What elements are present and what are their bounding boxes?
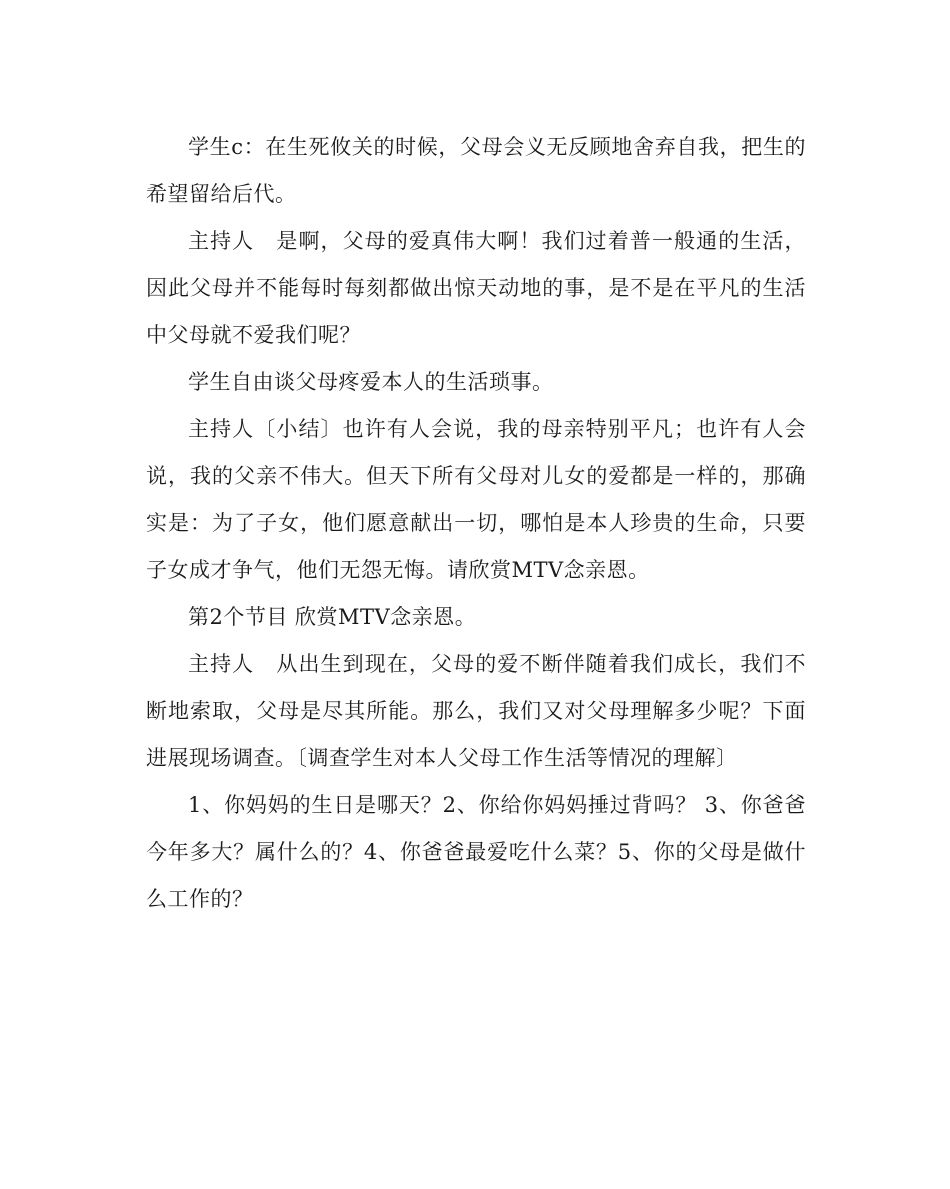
- paragraph-student-c: 学生c：在生死攸关的时候，父母会义无反顾地舍弃自我，把生的希望留给后代。: [146, 135, 806, 206]
- paragraph-host-summary: 主持人〔小结〕也许有人会说，我的母亲特别平凡；也许有人会说，我的父亲不伟大。但天下所有父母对儿女的爱都是一样的，那确实是：为了子女，他们愿意献出一切，哪怕是本人珍贵的生命，只要子女成才争气，他们无怨无悔。请欣赏MTV念亲恩。: [146, 417, 806, 582]
- paragraph-host-survey: 主持人 从出生到现在，父母的爱不断伴随着我们成长，我们不断地索取，父母是尽其所能。那么，我们又对父母理解多少呢？下面进展现场调查。〔调查学生对本人父母工作生活等情况的理解〕: [146, 652, 806, 770]
- document-body: [146, 124, 806, 923]
- paragraph-students-talk: 学生自由谈父母疼爱本人的生活琐事。: [188, 370, 554, 394]
- paragraph-host-great-love: 主持人 是啊，父母的爱真伟大啊！我们过着普一般通的生活，因此父母并不能每时每刻都做出惊天动地的事，是不是在平凡的生活中父母就不爱我们呢？: [146, 229, 806, 347]
- paragraph-survey-questions: 1、你妈妈的生日是哪天？2、你给你妈妈捶过背吗？ 3、你爸爸今年多大？属什么的？4、你爸爸最爱吃什么菜？5、你的父母是做什么工作的？: [146, 793, 806, 911]
- paragraph-program-2: 第2个节目 欣赏MTV念亲恩。: [188, 605, 477, 629]
